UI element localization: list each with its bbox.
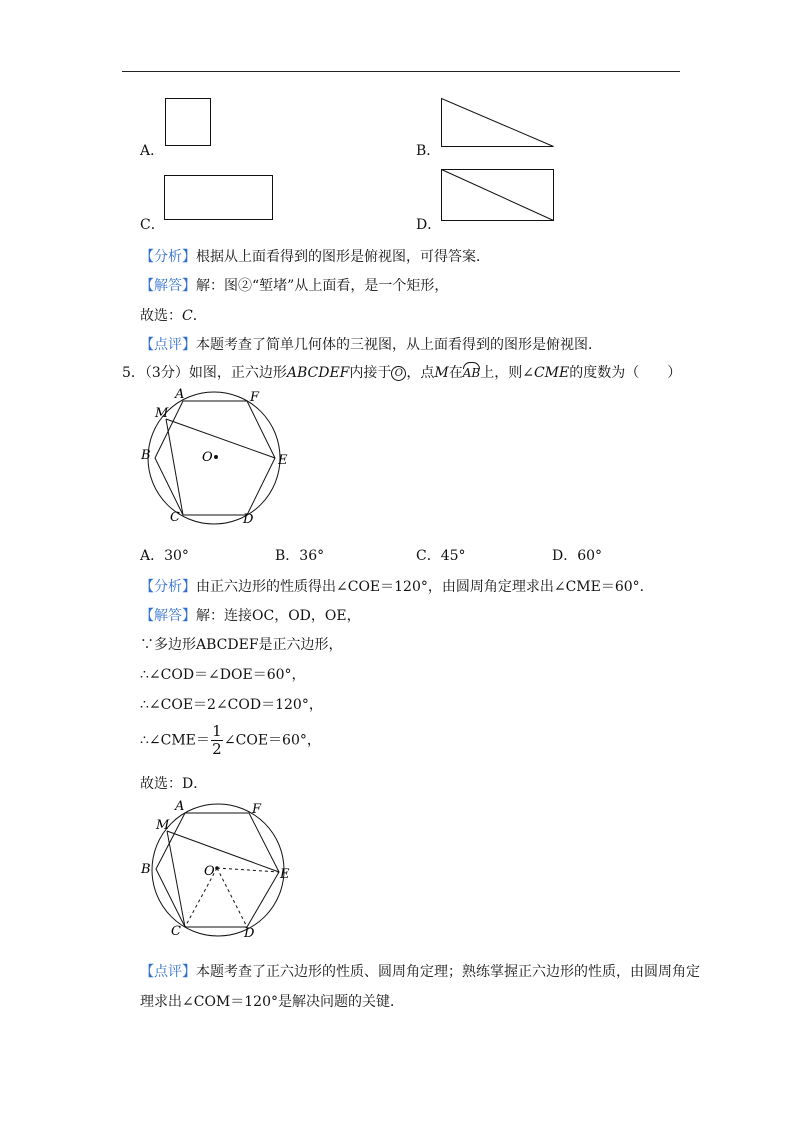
- q5-solution-line5: [140, 724, 321, 757]
- arc-ab: AB: [463, 362, 480, 380]
- q5-stem: [122, 362, 681, 382]
- stem-part: 上，则∠: [480, 365, 534, 381]
- option-c-rectangle-figure: [164, 175, 274, 221]
- stem-end: 的度数为（ ）: [569, 365, 682, 381]
- option-a-square-figure: [165, 98, 211, 146]
- stem-part: 在: [448, 365, 463, 381]
- choice-d: D．60°: [552, 548, 603, 564]
- question-number: 5．: [122, 365, 145, 381]
- q4-analysis: [140, 246, 490, 266]
- q5-solution-line1: [140, 605, 361, 625]
- q5-solution-line3: ∴∠COD＝∠DOE＝60°，: [140, 667, 306, 683]
- stem-part: ，点: [406, 365, 435, 381]
- comment-text: 本题考查了正六边形的性质、圆周角定理；熟练掌握正六边形的性质，由圆周角定: [196, 964, 700, 980]
- option-d-label: D．: [416, 217, 442, 233]
- q4-comment: [140, 334, 602, 354]
- choice-b: B．36°: [275, 548, 325, 564]
- choose-answer: C: [182, 308, 193, 324]
- stem-point-m: M: [434, 365, 449, 381]
- q5-comment-line2: 理求出∠COM＝120°是解决问题的关键．: [140, 994, 404, 1010]
- comment-text: 本题考查了简单几何体的三视图，从上面看得到的图形是俯视图．: [196, 337, 602, 353]
- q5-solution-line4: ∴∠COE＝2∠COD＝120°，: [140, 697, 323, 713]
- q4-choose: [140, 305, 207, 325]
- solution-tag: 【解答】: [140, 278, 196, 294]
- choice-a: A．30°: [140, 548, 189, 564]
- option-b-label: B．: [416, 143, 441, 159]
- option-c-label: C．: [140, 217, 165, 233]
- option-d-rectangle-diagonal-figure: [441, 169, 555, 222]
- solution-post: “堑堵”从上面看，是一个矩形，: [252, 278, 449, 294]
- label-d: D: [243, 512, 254, 527]
- solution-tag: 【解答】: [140, 608, 196, 624]
- label-m: M: [155, 406, 169, 421]
- stem-part: 内接于: [349, 365, 392, 381]
- stem-hexagon: ABCDEF: [286, 365, 350, 381]
- label-e: E: [278, 453, 288, 468]
- analysis-tag: 【分析】: [140, 579, 196, 595]
- label-o: O: [204, 864, 215, 879]
- label-f: F: [252, 802, 262, 817]
- line5-prefix: ∴∠CME＝: [140, 732, 210, 749]
- fraction-denominator: 2: [212, 740, 222, 758]
- label-b: B: [141, 862, 151, 877]
- q5-solution-line2: ∵多边形ABCDEF是正六边形，: [140, 637, 343, 653]
- label-a: A: [175, 387, 185, 402]
- solution-text: 解：连接OC，OD，OE，: [196, 608, 361, 624]
- label-o: O: [202, 450, 213, 465]
- solution-pre: 解：图: [196, 278, 238, 294]
- choose-end: ．: [192, 308, 207, 324]
- fraction-numerator: 1: [212, 722, 222, 740]
- q5-figure-solution-diagram: [138, 797, 298, 942]
- analysis-text: 由正六边形的性质得出∠COE＝120°，由圆周角定理求出∠CME＝60°．: [196, 579, 654, 595]
- label-d: D: [244, 926, 255, 941]
- analysis-tag: 【分析】: [140, 249, 196, 265]
- label-f: F: [250, 390, 260, 405]
- label-m: M: [156, 818, 170, 833]
- line5-suffix: ∠COE＝60°，: [223, 732, 321, 749]
- circled-two: ②: [238, 278, 252, 294]
- analysis-text: 根据从上面看得到的图形是俯视图，可得答案．: [196, 249, 490, 265]
- label-c: C: [171, 924, 181, 939]
- label-a: A: [175, 799, 185, 814]
- choose-prefix: 故选：: [140, 308, 182, 324]
- q5-analysis: [140, 576, 654, 596]
- comment-tag: 【点评】: [140, 337, 196, 353]
- option-a-label: A．: [140, 143, 165, 159]
- circle-o-symbol: O: [391, 366, 406, 381]
- label-e: E: [280, 867, 290, 882]
- stem-angle: CME: [533, 365, 570, 381]
- comment-tag: 【点评】: [140, 964, 196, 980]
- header-rule: [122, 71, 680, 72]
- option-b-triangle-figure: [441, 98, 555, 148]
- fraction-half: [211, 724, 223, 757]
- label-b: B: [141, 448, 151, 463]
- q4-solution: [140, 275, 448, 295]
- q5-figure-hexagon-circle: [138, 385, 298, 530]
- label-c: C: [170, 510, 180, 525]
- q5-comment-line1: [140, 961, 700, 981]
- q5-choose: 故选：D．: [140, 776, 208, 792]
- choice-c: C．45°: [416, 548, 466, 564]
- stem-part: （3分）如图，正六边形: [144, 365, 287, 381]
